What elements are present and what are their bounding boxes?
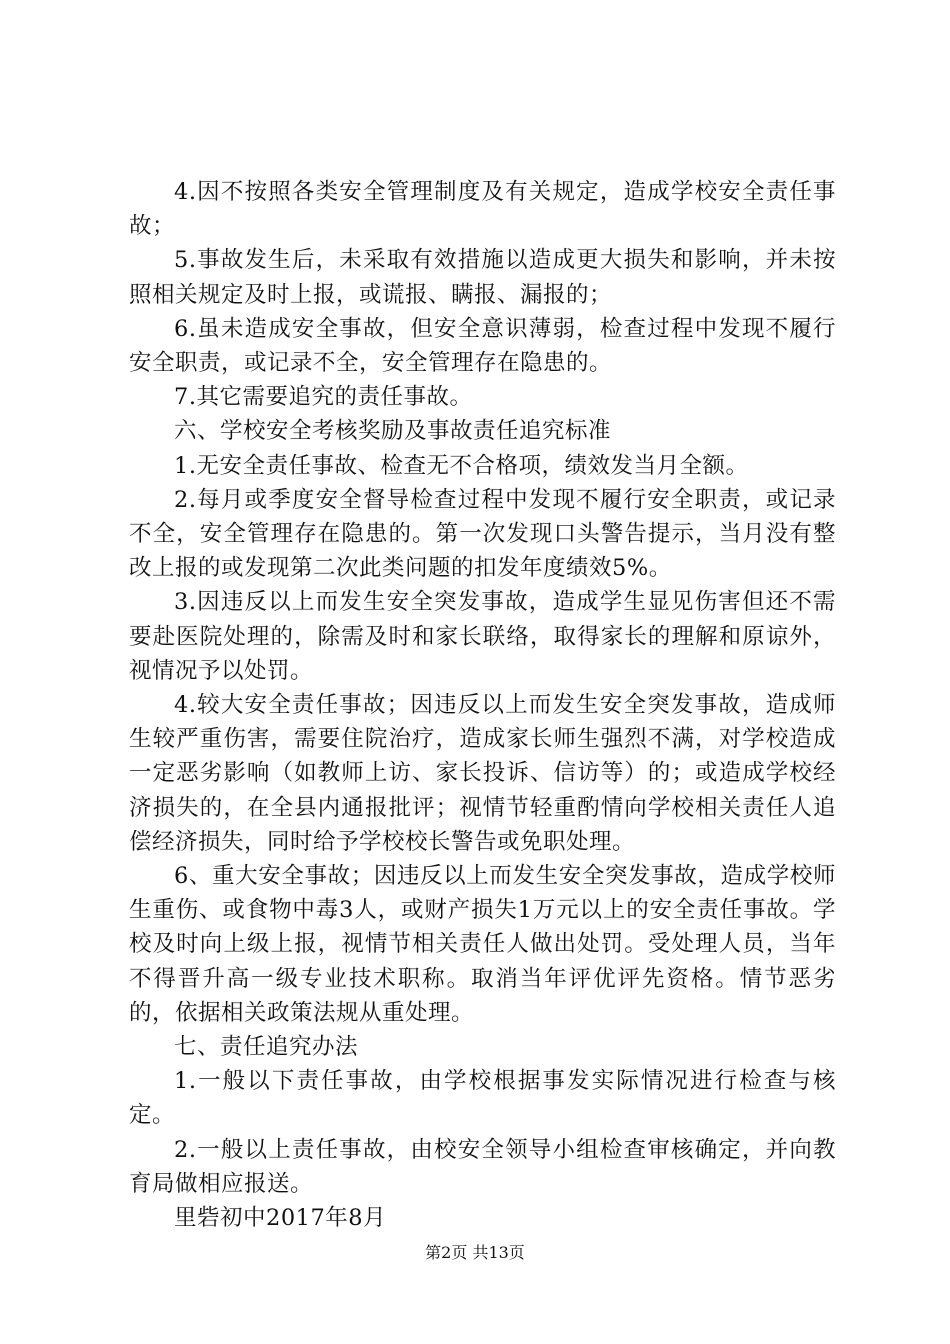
- clause-6-weak-safety-awareness: 6.虽未造成安全事故，但安全意识薄弱，检查过程中发现不履行安全职责，或记录不全，安全管理存在隐患的。: [129, 315, 836, 377]
- page-number: 第2页 共13页: [425, 1243, 525, 1262]
- signature-date: 里砦初中2017年8月: [174, 1205, 387, 1232]
- clause-4-responsibility-accident: 4.因不按照各类安全管理制度及有关规定，造成学校安全责任事故；: [129, 179, 836, 240]
- standard-6-serious-accident: 6、重大安全事故；因违反以上而发生安全突发事故，造成学校师生重伤、或食物中毒3人，或财产损失1万元以上的安全责任事故。学校及时向上级上报，视情节相关责任人做出处罚。受处理人员，当年不得晋升高一级专业技术职称。取消当年评优评先资格。情节恶劣的，依据相关政策法规从重处理。: [129, 863, 836, 1026]
- standard-2-inspection-issues: 2.每月或季度安全督导检查过程中发现不履行安全职责，或记录不全，安全管理存在隐患的。第一次发现口头警告提示，当月没有整改上报的或发现第二次此类问题的扣发年度绩效5%。: [129, 486, 836, 582]
- document-body: [129, 175, 836, 1235]
- clause-5-failure-to-report: 5.事故发生后，未采取有效措施以造成更大损失和影响，并未按照相关规定及时上报，或谎报、瞒报、漏报的；: [129, 247, 836, 308]
- standard-1-no-accident: 1.无安全责任事故、检查无不合格项，绩效发当月全额。: [174, 452, 749, 479]
- section-6-heading: 六、学校安全考核奖励及事故责任追究标准: [174, 418, 612, 445]
- section-7-heading: 七、责任追究办法: [174, 1034, 359, 1061]
- standard-4-major-accident: 4.较大安全责任事故；因违反以上而发生安全突发事故，造成师生较严重伤害，需要住院治疗，造成家长师生强烈不满，对学校造成一定恶劣影响（如教师上访、家长投诉、信访等）的；或造成学校经济损失的，在全县内通报批评；视情节轻重酌情向学校相关责任人追偿经济损失，同时给予学校校长警告或免职处理。: [129, 692, 836, 855]
- method-2-above-general: 2.一般以上责任事故，由校安全领导小组检查审核确定，并向教育局做相应报送。: [129, 1136, 836, 1197]
- clause-7-other-accidents: 7.其它需要追究的责任事故。: [174, 384, 473, 411]
- standard-3-minor-injury: 3.因违反以上而发生安全突发事故，造成学生显见伤害但还不需要赴医院处理的，除需及时和家长联络，取得家长的理解和原谅外，视情况予以处罚。: [129, 589, 836, 684]
- method-1-below-general: 1.一般以下责任事故，由学校根据事发实际情况进行检查与核定。: [129, 1068, 836, 1129]
